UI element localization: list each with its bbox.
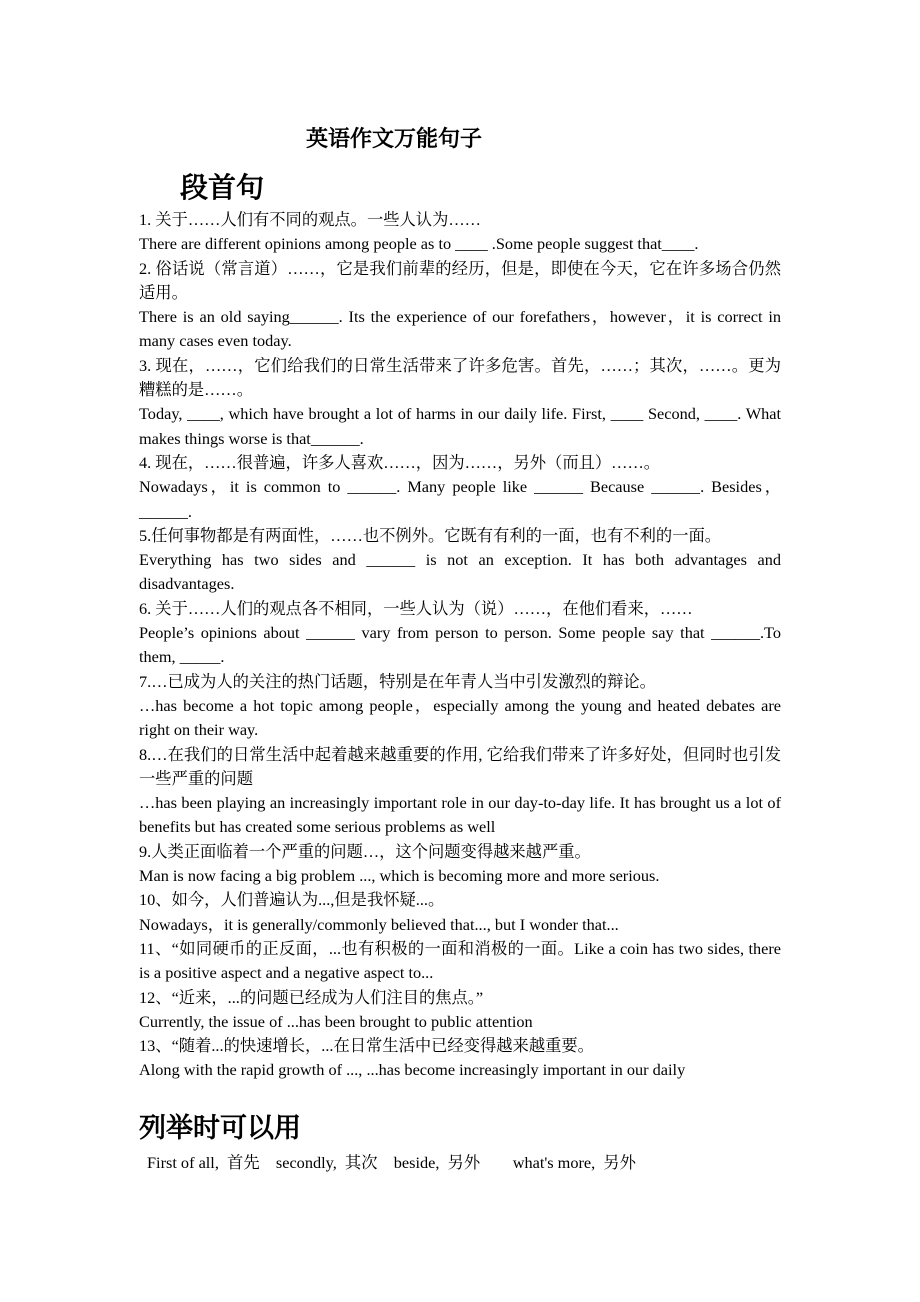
list-item: There are different opinions among people as to ____ .Some people suggest that____. — [139, 234, 699, 254]
list-item: 8.…在我们的日常生活中起着越来越重要的作用, 它给我们带来了许多好处，但同时也引发一些严重的问题 — [139, 744, 781, 788]
list-item: …has been playing an increasingly important role in our day-to-day life. It has brought us a lot of benefits but has created some serious problems as well — [139, 793, 781, 837]
list-item: 1. 关于……人们有不同的观点。一些人认为…… — [139, 210, 481, 229]
section-heading-opening-sentences: 段首句 — [180, 171, 265, 204]
list-item: 9.人类正面临着一个严重的问题…，这个问题变得越来越严重。 — [139, 841, 591, 861]
enumeration-line: First of all, 首先 secondly, 其次 beside, 另外 what's more, 另外 — [147, 1153, 636, 1172]
list-item: 6. 关于……人们的观点各不相同，一些人认为（说）……，在他们看来，…… — [139, 598, 693, 618]
list-item: 4. 现在，……很普遍，许多人喜欢……，因为……，另外（而且）……。 — [139, 452, 661, 472]
list-item: There is an old saying______. Its the experience of our forefathers，however，it is correct in many cases even today. — [139, 307, 781, 351]
list-item: Everything has two sides and ______ is not an exception. It has both advantages and disadvantages. — [139, 550, 781, 594]
list-item: 10、如今，人们普遍认为...,但是我怀疑...。 — [139, 890, 445, 910]
list-item: 3. 现在，……，它们给我们的日常生活带来了许多危害。首先，……；其次，……。更为糟糕的是……。 — [139, 355, 781, 400]
list-item: 2. 俗话说（常言道）……，它是我们前辈的经历，但是，即使在今天，它在许多场合仍然适用。 — [139, 258, 781, 302]
list-item: Nowadays，it is common to ______. Many people like ______ Because ______. Besides，______. — [139, 477, 781, 521]
list-item: Nowadays，it is generally/commonly believed that..., but I wonder that... — [139, 914, 619, 934]
list-item: 7.…已成为人的关注的热门话题，特别是在年青人当中引发激烈的辩论。 — [139, 671, 656, 691]
document-title: 英语作文万能句子 — [305, 127, 482, 152]
list-item: 13、“随着...的快速增长，...在日常生活中已经变得越来越重要。 — [139, 1036, 594, 1056]
list-item: Currently, the issue of ...has been brought to public attention — [139, 1011, 533, 1031]
list-item: …has become a hot topic among people，especially among the young and heated debates are right on their way. — [139, 695, 781, 740]
list-item: Along with the rapid growth of ..., ...has become increasingly important in our daily — [139, 1060, 686, 1080]
list-item: Today, ____, which have brought a lot of harms in our daily life. First, ____ Second, ____. What makes things worse is that______. — [139, 404, 781, 448]
list-item: Man is now facing a big problem ..., which is becoming more and more serious. — [139, 866, 660, 886]
sentence-list — [139, 208, 781, 1083]
list-item: 11、“如同硬币的正反面，...也有积极的一面和消极的一面。Like a coin has two sides, there is a positive aspect and a negative aspect to... — [139, 938, 781, 983]
list-item: 5.任何事物都是有两面性，……也不例外。它既有有利的一面，也有不利的一面。 — [139, 525, 722, 545]
section-heading-enumeration: 列举时可以用 — [139, 1113, 301, 1144]
list-item: 12、“近来，...的问题已经成为人们注目的焦点。” — [139, 987, 484, 1007]
list-item: People’s opinions about ______ vary from person to person. Some people say that ______.To them, _____. — [139, 623, 781, 667]
